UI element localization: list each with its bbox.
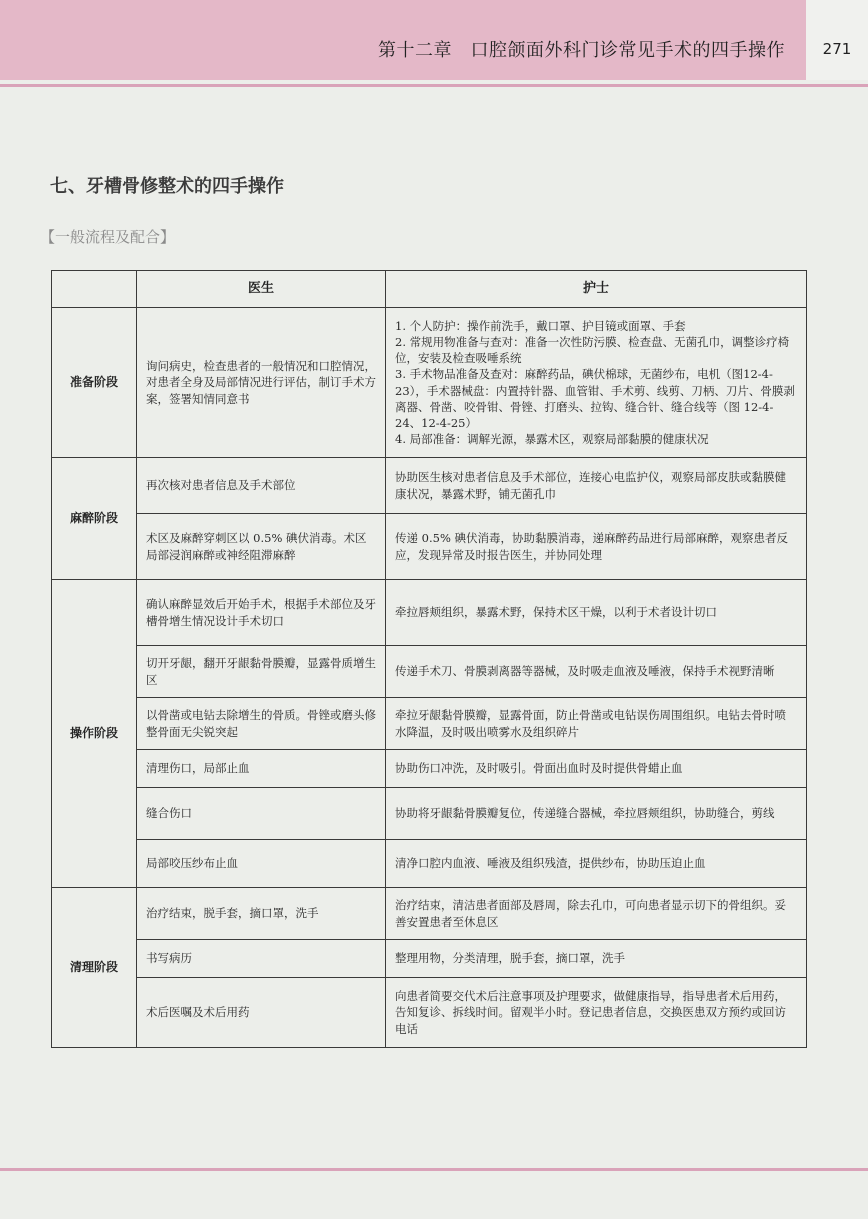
doctor-cell: 术区及麻醉穿刺区以 0.5% 碘伏消毒。术区局部浸润麻醉或神经阻滞麻醉	[137, 514, 386, 580]
doctor-cell: 清理伤口，局部止血	[137, 750, 386, 788]
doctor-cell: 确认麻醉显效后开始手术，根据手术部位及牙槽骨增生情况设计手术切口	[137, 580, 386, 646]
nurse-cell: 牵拉牙龈黏骨膜瓣，显露骨面，防止骨凿或电钻误伤周围组织。电钻去骨时喷水降温，及时吸出喷雾水及组织碎片	[386, 698, 807, 750]
table-row	[52, 840, 807, 888]
table-row	[52, 580, 807, 646]
column-header-phase	[52, 271, 137, 308]
column-header-nurse: 护士	[386, 271, 807, 308]
nurse-cell: 整理用物，分类清理，脱手套，摘口罩，洗手	[386, 940, 807, 978]
nurse-cell: 传递 0.5% 碘伏消毒，协助黏膜消毒，递麻醉药品进行局部麻醉，观察患者反应，发现异常及时报告医生，并协同处理	[386, 514, 807, 580]
doctor-cell: 切开牙龈，翻开牙龈黏骨膜瓣，显露骨质增生区	[137, 646, 386, 698]
table-row	[52, 514, 807, 580]
phase-label: 麻醉阶段	[52, 458, 137, 580]
doctor-cell: 局部咬压纱布止血	[137, 840, 386, 888]
nurse-cell: 向患者简要交代术后注意事项及护理要求，做健康指导，指导患者术后用药，告知复诊、拆线时间。留观半小时。登记患者信息，交换医患双方预约或回访电话	[386, 978, 807, 1048]
doctor-cell: 书写病历	[137, 940, 386, 978]
doctor-cell: 询问病史，检查患者的一般情况和口腔情况，对患者全身及局部情况进行评估，制订手术方案，签署知情同意书	[137, 308, 386, 458]
table-header-row	[52, 271, 807, 308]
table-row	[52, 940, 807, 978]
doctor-cell: 以骨凿或电钻去除增生的骨质。骨锉或磨头修整骨面无尖锐突起	[137, 698, 386, 750]
nurse-cell: 协助医生核对患者信息及手术部位，连接心电监护仪，观察局部皮肤或黏膜健康状况，暴露术野，铺无菌孔巾	[386, 458, 807, 514]
footer-divider	[0, 1168, 868, 1171]
section-title: 七、牙槽骨修整术的四手操作	[50, 176, 284, 197]
nurse-cell: 牵拉唇颊组织，暴露术野，保持术区干燥，以利于术者设计切口	[386, 580, 807, 646]
nurse-cell: 传递手术刀、骨膜剥离器等器械，及时吸走血液及唾液，保持手术视野清晰	[386, 646, 807, 698]
nurse-cell: 协助伤口冲洗，及时吸引。骨面出血时及时提供骨蜡止血	[386, 750, 807, 788]
table-row	[52, 750, 807, 788]
page-number: 271	[822, 40, 852, 58]
subsection-title: 【一般流程及配合】	[40, 228, 176, 246]
header-divider	[0, 84, 868, 87]
doctor-cell: 术后医嘱及术后用药	[137, 978, 386, 1048]
column-header-doctor: 医生	[137, 271, 386, 308]
nurse-cell: 清净口腔内血液、唾液及组织残渣，提供纱布，协助压迫止血	[386, 840, 807, 888]
table-row	[52, 978, 807, 1048]
table-row	[52, 308, 807, 458]
nurse-cell: 协助将牙龈黏骨膜瓣复位，传递缝合器械，牵拉唇颊组织，协助缝合，剪线	[386, 788, 807, 840]
phase-label: 清理阶段	[52, 888, 137, 1048]
table-row	[52, 458, 807, 514]
doctor-cell: 缝合伤口	[137, 788, 386, 840]
table-row	[52, 698, 807, 750]
nurse-cell: 1. 个人防护：操作前洗手，戴口罩、护目镜或面罩、手套 2. 常规用物准备与查对：准备一次性防污膜、检查盘、无菌孔巾，调整诊疗椅位，安装及检查吸唾系统 3. 手术物品准备及查对：麻醉药品，碘伏棉球，无菌纱布，电机（图12-4-23），手术器械盘：内置持针器、血管钳、手术剪、线剪、刀柄、刀片、骨膜剥离器、骨凿、咬骨钳、骨锉、打磨头、拉钩、缝合针、缝合线等（图 12-4-24、12-4-25） 4. 局部准备：调解光源，暴露术区，观察局部黏膜的健康状况	[386, 308, 807, 458]
phase-label: 操作阶段	[52, 580, 137, 888]
phase-label: 准备阶段	[52, 308, 137, 458]
nurse-cell: 治疗结束，清洁患者面部及唇周，除去孔巾，可向患者显示切下的骨组织。妥善安置患者至休息区	[386, 888, 807, 940]
procedure-table	[51, 270, 807, 1048]
table-row	[52, 646, 807, 698]
doctor-cell: 治疗结束，脱手套，摘口罩，洗手	[137, 888, 386, 940]
doctor-cell: 再次核对患者信息及手术部位	[137, 458, 386, 514]
chapter-title: 第十二章 口腔颌面外科门诊常见手术的四手操作	[378, 40, 785, 61]
table-row	[52, 888, 807, 940]
table-row	[52, 788, 807, 840]
